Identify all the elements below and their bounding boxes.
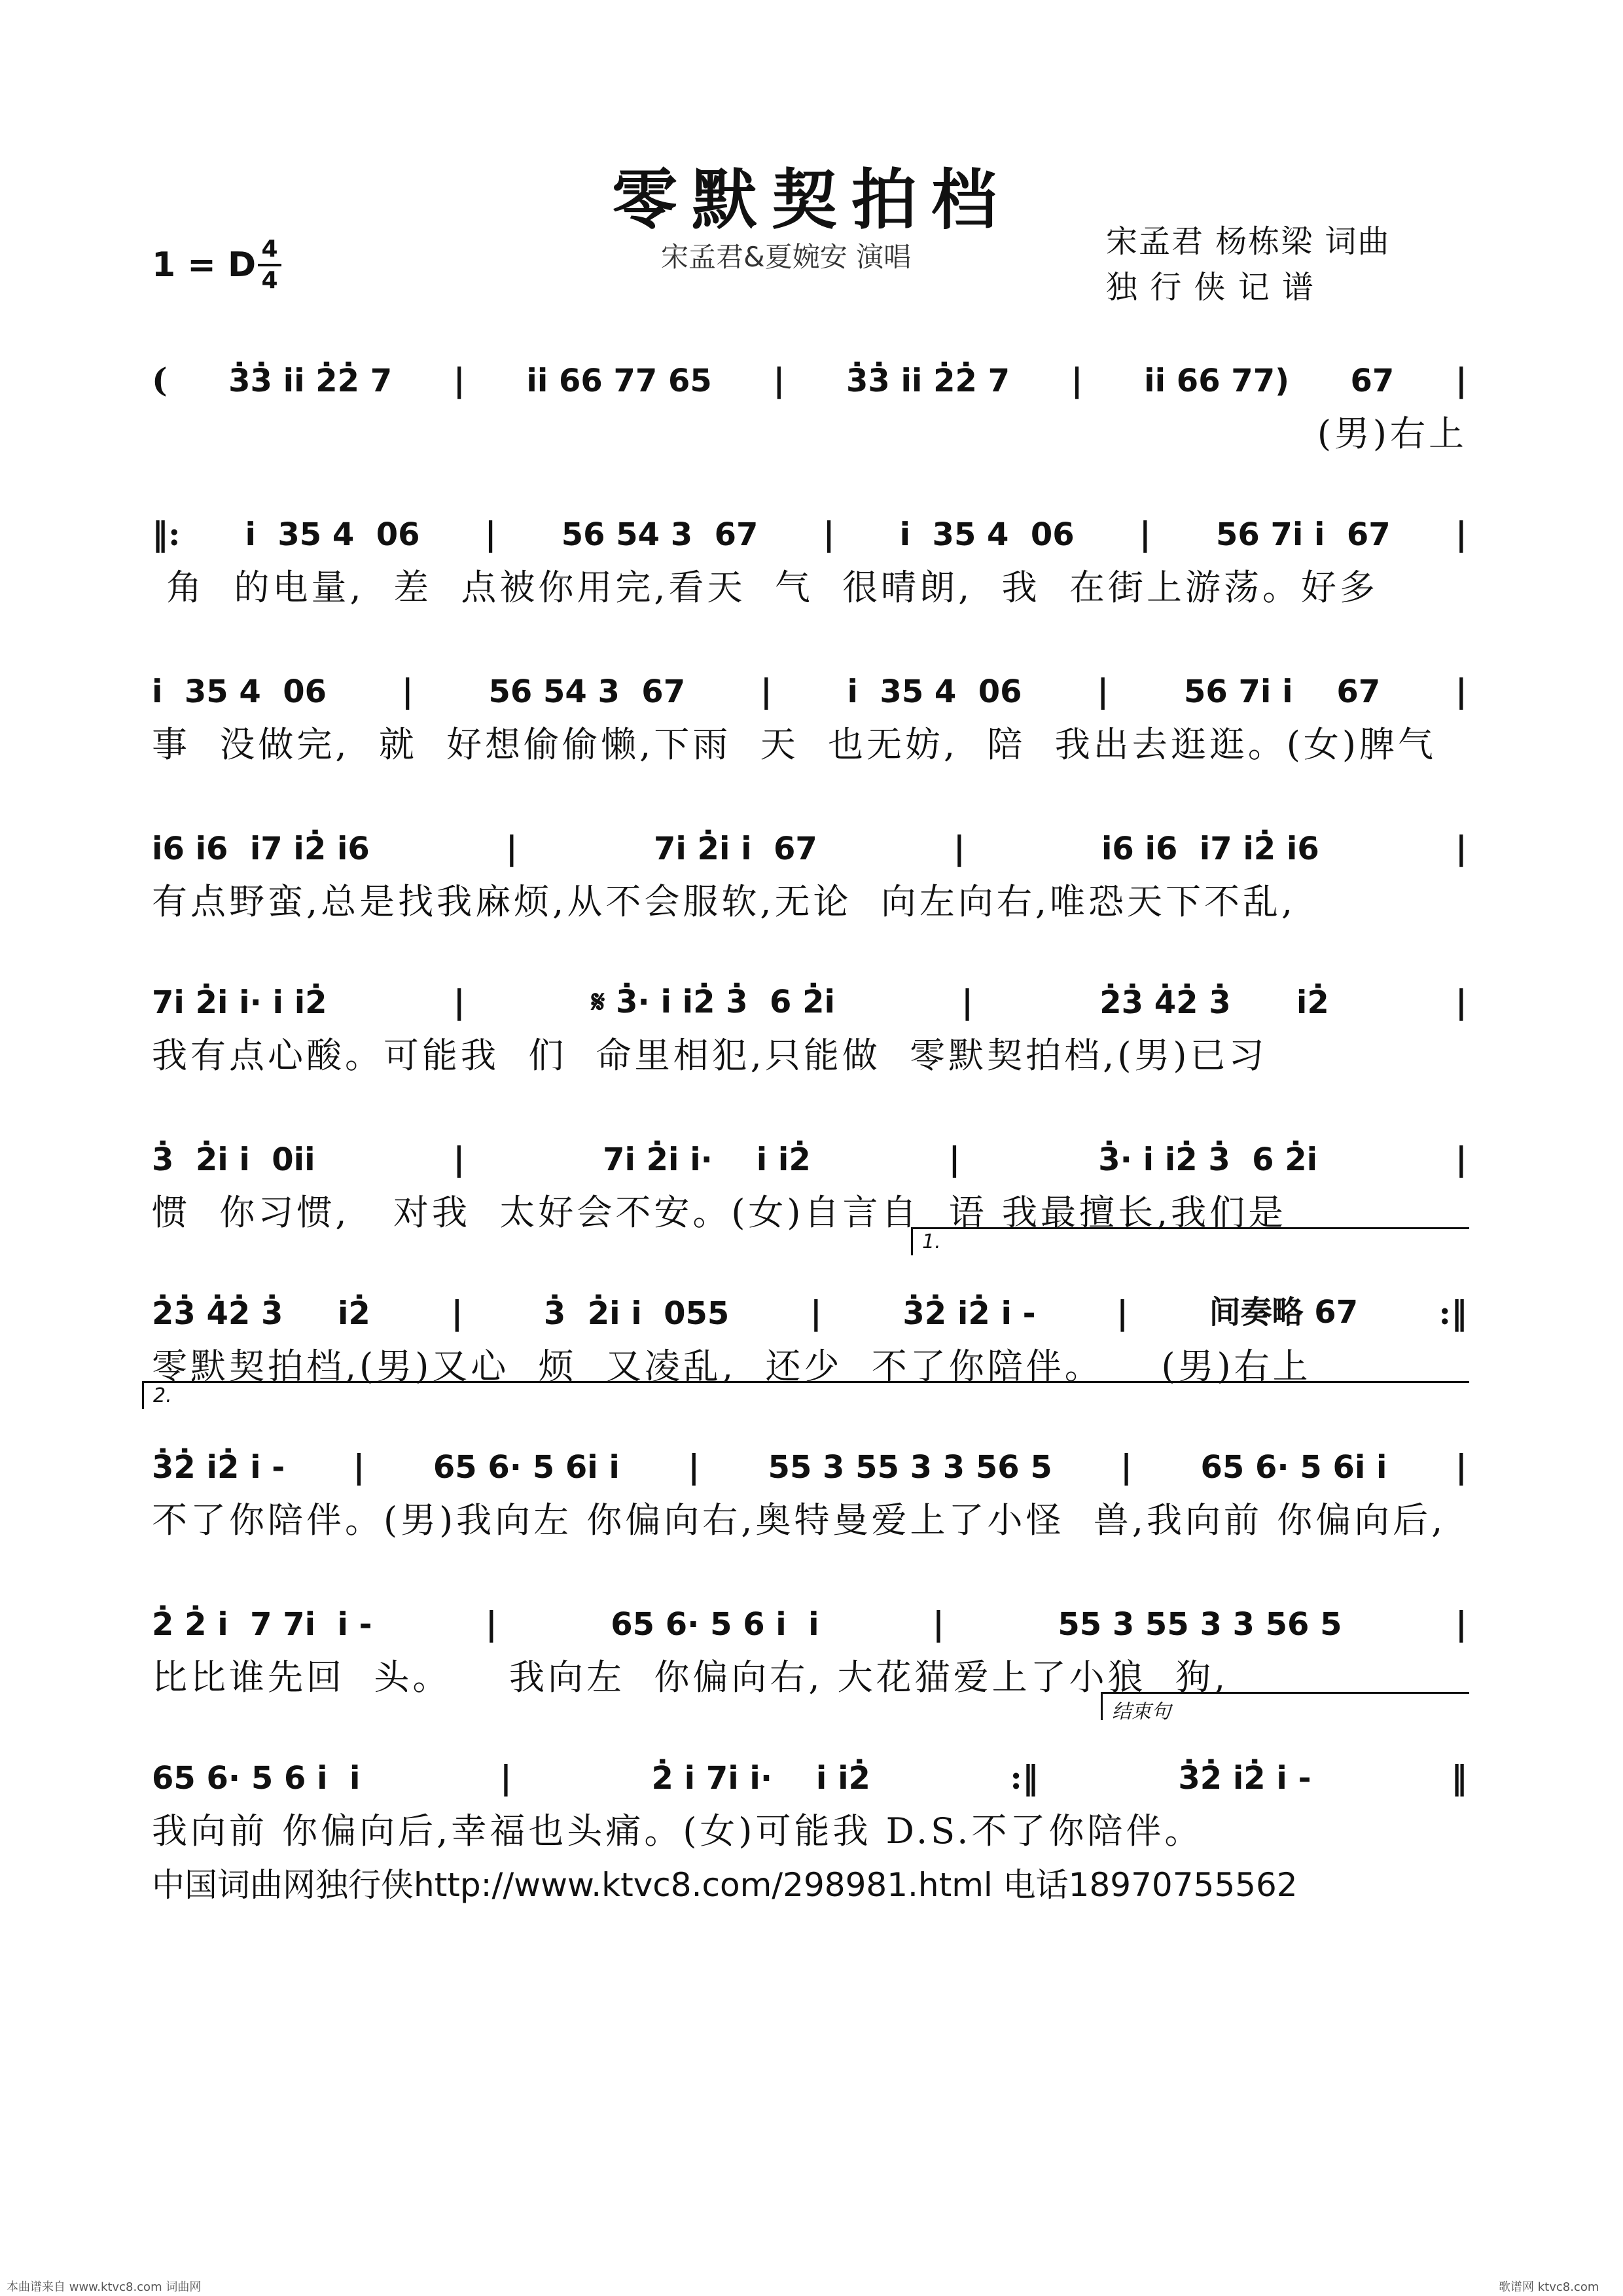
staff-row xyxy=(152,1230,1467,1397)
composer-credit: 宋孟君 杨栋梁 词曲 xyxy=(1106,223,1391,260)
note-line xyxy=(152,1731,1467,1797)
transcriber-credit: 独 行 侠 记 谱 xyxy=(1106,269,1315,306)
time-denominator: 4 xyxy=(261,267,278,294)
barline: | xyxy=(484,514,497,553)
note-line xyxy=(152,334,1467,399)
barline: | xyxy=(451,1293,463,1332)
barline: | xyxy=(453,982,465,1021)
barline: | xyxy=(1455,1447,1467,1486)
key-signature: 1 = D xyxy=(152,245,257,285)
barline: | xyxy=(1071,361,1083,399)
note-line xyxy=(152,802,1467,867)
measure: i̇ 35 4 06 xyxy=(847,673,1022,710)
barline: | xyxy=(499,1758,512,1797)
barline: :‖ xyxy=(1010,1758,1039,1797)
lyric-line: 我向前 你偏向后,幸福也头痛。(女)可能我 D.S.不了你陪伴。 xyxy=(152,1810,1204,1852)
barline: | xyxy=(773,361,785,399)
note-line xyxy=(152,488,1467,553)
note-line xyxy=(152,1577,1467,1643)
note-line xyxy=(152,1266,1467,1332)
measure: 55 3 55 3 3 56 5 xyxy=(1058,1606,1342,1643)
measure: 65 6· 5 6i̇ i̇ xyxy=(1200,1449,1387,1486)
barline: | xyxy=(932,1604,945,1643)
measure: 3̇ 2̇i̇ i̇ 0i̇i̇ xyxy=(152,1141,315,1178)
barline: :‖ xyxy=(1438,1293,1467,1332)
volta-label: 结束句 xyxy=(1112,1700,1171,1723)
staff-row xyxy=(152,1384,1467,1551)
footer-source: 中国词曲网独行侠http://www.ktvc8.com/298981.html 电话18970755562 xyxy=(152,1866,1298,1904)
note-line xyxy=(152,1113,1467,1178)
measure: 56 54 3 67 xyxy=(561,516,758,553)
barline: ‖ xyxy=(1450,1758,1467,1797)
barline: | xyxy=(961,982,974,1021)
staff-row xyxy=(152,1113,1467,1244)
measure: i̇ 35 4 06 xyxy=(152,673,327,710)
staff-row xyxy=(152,956,1467,1086)
barline: | xyxy=(1455,514,1467,553)
volta-bracket xyxy=(911,1227,1469,1255)
barline: | xyxy=(760,672,772,710)
barline: | xyxy=(1455,982,1467,1021)
lyric-line: (男)右上 xyxy=(1317,413,1467,454)
staff-row xyxy=(152,802,1467,933)
measure: 3̇2̇ i̇2̇ i̇ - xyxy=(152,1449,285,1486)
lyric-line: 事 没做完, 就 好想偷偷懒,下雨 天 也无妨, 陪 我出去逛逛。(女)脾气 xyxy=(152,724,1436,765)
barline: ‖: xyxy=(152,514,181,553)
measure: 3̇3̇ i̇i̇ 2̇2̇ 7 xyxy=(846,363,1010,399)
measure: 3̇ 2̇i̇ i̇ 055 xyxy=(543,1295,730,1332)
measure: 2̇3̇ 4̇2̇ 3̇ i̇2̇ xyxy=(152,1295,370,1332)
measure: 3̇2̇ i̇2̇ i̇ - xyxy=(1178,1760,1311,1797)
measure: 56 7i̇ i̇ 67 xyxy=(1184,673,1381,710)
measure: 7i̇ 2̇i̇ i̇· i̇ i̇2̇ xyxy=(152,984,327,1021)
volta-label: 2. xyxy=(153,1384,172,1407)
barline: | xyxy=(1455,361,1467,399)
barline: | xyxy=(1455,1139,1467,1178)
barline: | xyxy=(1455,672,1467,710)
watermark-left: 本曲谱来自 www.ktvc8.com 词曲网 xyxy=(7,2280,202,2294)
staff-row xyxy=(152,334,1467,465)
lyric-line: 不了你陪伴。(男)我向左 你偏向右,奥特曼爱上了小怪 兽,我向前 你偏向后, xyxy=(152,1499,1446,1541)
lyric-line: 角 的电量, 差 点被你用完,看天 气 很晴朗, 我 在街上游荡。好多 xyxy=(152,567,1378,608)
barline: | xyxy=(1455,829,1467,867)
lyric-line: 惯 你习惯, 对我 太好会不安。(女)自言自 语 我最擅长,我们是 xyxy=(152,1192,1287,1233)
barline: | xyxy=(823,514,835,553)
barline: | xyxy=(1097,672,1109,710)
measure: 65 6· 5 6 i̇ i̇ xyxy=(152,1760,361,1797)
measure: i̇ 35 4 06 xyxy=(245,516,420,553)
measure: 67 xyxy=(1350,363,1395,399)
measure: 3̇3̇ i̇i̇ 2̇2̇ 7 xyxy=(228,363,393,399)
watermark-right: 歌谱网 ktvc8.com xyxy=(1499,2280,1599,2294)
measure: 3̇2̇ i̇2̇ i̇ - xyxy=(902,1295,1036,1332)
measure: 2̇ i̇ 7i̇ i̇· i̇ i̇2̇ xyxy=(651,1760,870,1797)
barline: | xyxy=(485,1604,497,1643)
barline: | xyxy=(810,1293,822,1332)
lyric-line: 零默契拍档,(男)又心 烦 又凌乱, 还少 不了你陪伴。 (男)右上 xyxy=(152,1346,1311,1387)
lyric-line: 有点野蛮,总是找我麻烦,从不会服软,无论 向左向右,唯恐天下不乱, xyxy=(152,881,1296,922)
measure: i̇i̇ 66 77 65 xyxy=(526,363,712,399)
barline: | xyxy=(353,1447,365,1486)
barline: | xyxy=(1116,1293,1129,1332)
barline: ( xyxy=(152,361,168,399)
staff-row xyxy=(152,488,1467,619)
measure: i̇6 i̇6 i̇7 i̇2̇ i̇6 xyxy=(152,831,370,867)
measure: 55 3 55 3 3 56 5 xyxy=(768,1449,1052,1486)
measure: 间奏略 67 xyxy=(1209,1294,1359,1331)
measure: 3̇· i̇ i̇2̇ 3̇ 6 2̇i̇ xyxy=(1098,1141,1318,1178)
measure: 7i̇ 2̇i̇ i̇· i̇ i̇2̇ xyxy=(603,1141,811,1178)
barline: | xyxy=(688,1447,700,1486)
barline: | xyxy=(401,672,414,710)
volta-label: 1. xyxy=(922,1230,941,1253)
measure: i̇6 i̇6 i̇7 i̇2̇ i̇6 xyxy=(1101,831,1319,867)
song-title: 零默契拍档 xyxy=(612,161,1011,238)
note-line xyxy=(152,645,1467,710)
volta-bracket xyxy=(142,1381,1469,1409)
time-signature xyxy=(255,236,284,295)
volta-bracket xyxy=(1101,1692,1469,1723)
measure: 2̇ 2̇ i̇ 7 7i̇ i̇ - xyxy=(152,1606,372,1643)
barline: | xyxy=(948,1139,961,1178)
measure: 65 6· 5 6i̇ i̇ xyxy=(433,1449,620,1486)
measure: i̇i̇ 66 77) xyxy=(1144,363,1290,399)
lyric-line: 比比谁先回 头。 我向左 你偏向右, 大花猫爱上了小狼 狗, xyxy=(152,1657,1229,1698)
barline: | xyxy=(1455,1604,1467,1643)
note-line xyxy=(152,1420,1467,1486)
barline: | xyxy=(953,829,965,867)
time-signature-bar xyxy=(258,264,281,266)
barline: | xyxy=(453,1139,465,1178)
measure: 65 6· 5 6 i̇ i̇ xyxy=(611,1606,819,1643)
measure: 7i̇ 2̇i̇ i̇ 67 xyxy=(653,831,817,867)
note-line xyxy=(152,956,1467,1021)
measure: 56 54 3 67 xyxy=(488,673,686,710)
measure: i̇ 35 4 06 xyxy=(899,516,1075,553)
measure: 𝄋 3̇· i̇ i̇2̇ 3̇ 6 2̇i̇ xyxy=(591,984,835,1020)
staff-row xyxy=(152,1577,1467,1708)
lyric-line: 我有点心酸。可能我 们 命里相犯,只能做 零默契拍档,(男)已习 xyxy=(152,1035,1268,1076)
measure: 2̇3̇ 4̇2̇ 3̇ i̇2̇ xyxy=(1099,984,1329,1021)
barline: | xyxy=(453,361,465,399)
time-numerator: 4 xyxy=(261,236,278,262)
staff-row xyxy=(152,1700,1467,1862)
barline: | xyxy=(1120,1447,1133,1486)
barline: | xyxy=(1139,514,1151,553)
measure: 56 7i̇ i̇ 67 xyxy=(1215,516,1391,553)
barline: | xyxy=(505,829,518,867)
singer-credit: 宋孟君&夏婉安 演唱 xyxy=(661,241,912,273)
staff-row xyxy=(152,645,1467,776)
